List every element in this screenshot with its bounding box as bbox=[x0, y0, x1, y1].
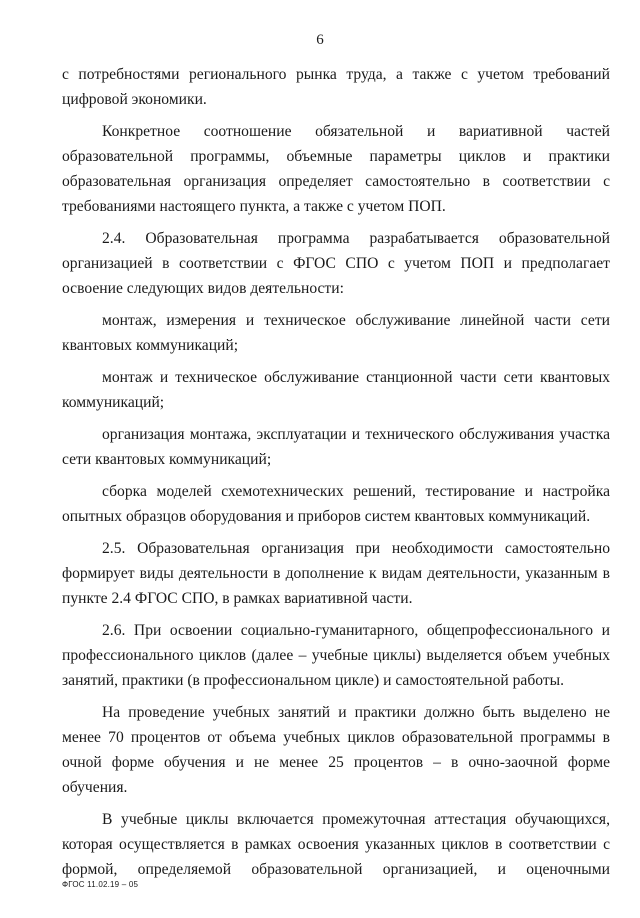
paragraph-attestation: В учебные циклы включается промежуточная аттестация обучающихся, которая осуществляется в рамках освоения указанных циклов в соответствии с формой, определяемой образовательной организацией, и оценочными bbox=[62, 811, 610, 878]
paragraph-continuation: с потребностями регионального рынка труда, а также с учетом требований цифровой экономики. bbox=[62, 66, 610, 108]
activity-item-1: монтаж, измерения и техническое обслуживание линейной части сети квантовых коммуникаций; bbox=[62, 312, 610, 354]
page-number: 6 bbox=[316, 32, 324, 48]
activity-item-3: организация монтажа, эксплуатации и технического обслуживания участка сети квантовых коммуникаций; bbox=[62, 426, 610, 468]
body-text bbox=[62, 62, 610, 889]
paragraph-2-4: 2.4. Образовательная программа разрабатывается образовательной организацией в соответствии с ФГОС СПО с учетом ПОП и предполагает освоение следующих видов деятельности: bbox=[62, 230, 610, 297]
paragraph-2-5: 2.5. Образовательная организация при необходимости самостоятельно формирует виды деятельности в дополнение к видам деятельности, указанным в пункте 2.4 ФГОС СПО, в рамках вариативной части. bbox=[62, 540, 610, 607]
paragraph-volume: На проведение учебных занятий и практики должно быть выделено не менее 70 процентов от объема учебных циклов образовательной программы в очной форме обучения и не менее 25 процентов – в очно-заочной форме обучения. bbox=[62, 704, 610, 796]
activity-item-4: сборка моделей схемотехнических решений, тестирование и настройка опытных образцов оборудования и приборов систем квантовых коммуникаций. bbox=[62, 483, 610, 525]
footer-code: ФГОС 11.02.19 – 05 bbox=[62, 880, 139, 889]
activity-item-2: монтаж и техническое обслуживание станционной части сети квантовых коммуникаций; bbox=[62, 369, 610, 411]
paragraph-2-6: 2.6. При освоении социально-гуманитарного, общепрофессионального и профессионального циклов (далее – учебные циклы) выделяется объем учебных занятий, практики (в профессиональном цикле) и самостоятельной работы. bbox=[62, 622, 610, 689]
paragraph-ratio: Конкретное соотношение обязательной и вариативной частей образовательной программы, объемные параметры циклов и практики образовательная организация определяет самостоятельно в соответствии с требованиями настоящего пункта, а также с учетом ПОП. bbox=[62, 123, 610, 215]
